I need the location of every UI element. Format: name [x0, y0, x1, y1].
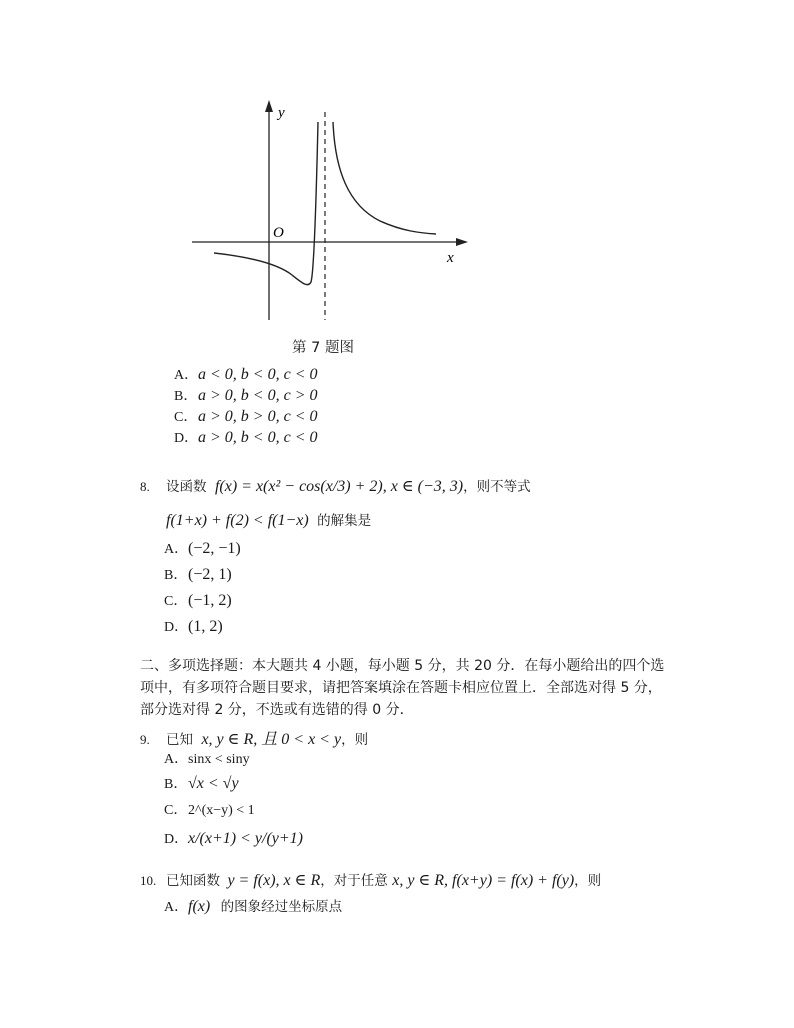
q8-option-b[interactable] [164, 566, 232, 585]
option-suffix: 的图象经过坐标原点 [220, 899, 343, 915]
stem-suffix: ，则 [341, 732, 369, 748]
option-text: 2^(x−y) < 1 [188, 803, 255, 818]
section-2-line-2: 项中，有多项符合题目要求，请把答案填涂在答题卡相应位置上．全部选对得 5 分， [140, 680, 662, 696]
option-text: a > 0, b > 0, c < 0 [198, 408, 318, 425]
q9-condition: x, y ∈ R, 且 0 < x < y [201, 731, 342, 748]
q8-option-d[interactable] [164, 618, 223, 637]
stem-prefix: 设函数 [166, 479, 207, 495]
q10-option-a[interactable] [164, 898, 342, 917]
option-label: C． [164, 803, 188, 818]
q9-option-c[interactable] [164, 801, 255, 820]
option-text: sinx < siny [188, 752, 250, 767]
q8-stem [140, 478, 531, 496]
y-axis-arrow [265, 100, 273, 112]
option-text: (−2, −1) [188, 540, 241, 557]
curve-right-branch [333, 122, 436, 234]
y-axis-label: y [278, 105, 285, 121]
q8-function: f(x) = x(x² − cos(x/3) + 2), x ∈ (−3, 3) [214, 478, 464, 495]
stem-prefix: 已知 [166, 732, 193, 748]
option-text: √x < √y [188, 775, 239, 792]
option-label: D． [174, 431, 199, 446]
q8-option-a[interactable] [164, 540, 241, 559]
q8-option-c[interactable] [164, 592, 232, 611]
curve-left-branch [214, 122, 318, 285]
stem-suffix: ，则 [574, 873, 602, 889]
option-label: B． [164, 568, 188, 583]
option-text: a > 0, b < 0, c > 0 [198, 387, 318, 404]
stem-mid: ，对于任意 [320, 873, 388, 889]
question-number: 8. [140, 479, 150, 494]
option-label: B． [174, 389, 198, 404]
option-label: A． [164, 752, 189, 767]
option-text: (−1, 2) [188, 592, 232, 609]
option-label: D． [164, 620, 189, 635]
question-number: 9. [140, 732, 150, 747]
option-text: (1, 2) [188, 618, 223, 635]
question-7-figure [180, 90, 480, 330]
q10-stem [140, 872, 601, 890]
option-text: (−2, 1) [188, 566, 232, 583]
option-label: D． [164, 832, 189, 847]
option-label: A． [174, 368, 199, 383]
option-label: C． [164, 594, 188, 609]
inequality-suffix: 的解集是 [317, 513, 372, 529]
q7-option-d[interactable] [174, 429, 318, 448]
option-label: A． [164, 542, 189, 557]
option-text: a > 0, b < 0, c < 0 [198, 429, 318, 446]
q9-stem [140, 731, 368, 749]
figure-caption: 第 7 题图 [292, 340, 354, 356]
option-label: A． [164, 900, 189, 915]
q10-condition: x, y ∈ R, f(x+y) = f(x) + f(y) [392, 872, 575, 889]
option-label: C． [174, 410, 198, 425]
q9-option-b[interactable] [164, 775, 239, 794]
q8-inequality: f(1+x) + f(2) < f(1−x) [166, 512, 309, 529]
q7-option-a[interactable] [174, 366, 318, 385]
q9-option-d[interactable] [164, 830, 303, 849]
x-axis-arrow [456, 238, 468, 246]
section-2-line-3: 部分选对得 2 分，不选或有选错的得 0 分． [140, 702, 414, 718]
q10-function: y = f(x), x ∈ R [227, 872, 321, 889]
stem-prefix: 已知函数 [166, 873, 220, 889]
q8-inequality-line [166, 512, 371, 530]
q9-option-a[interactable] [164, 750, 250, 769]
section-2-line-1: 二、多项选择题：本大题共 4 小题，每小题 5 分，共 20 分．在每小题给出的四个选 [140, 658, 665, 674]
q7-option-b[interactable] [174, 387, 318, 406]
option-label: B． [164, 777, 188, 792]
x-axis-label: x [447, 250, 454, 266]
question-number: 10. [140, 873, 157, 888]
origin-label: O [273, 225, 284, 241]
option-text: f(x) [188, 898, 211, 915]
q7-option-c[interactable] [174, 408, 318, 427]
stem-suffix: ，则不等式 [463, 479, 531, 495]
option-text: x/(x+1) < y/(y+1) [188, 830, 303, 847]
option-text: a < 0, b < 0, c < 0 [198, 366, 318, 383]
